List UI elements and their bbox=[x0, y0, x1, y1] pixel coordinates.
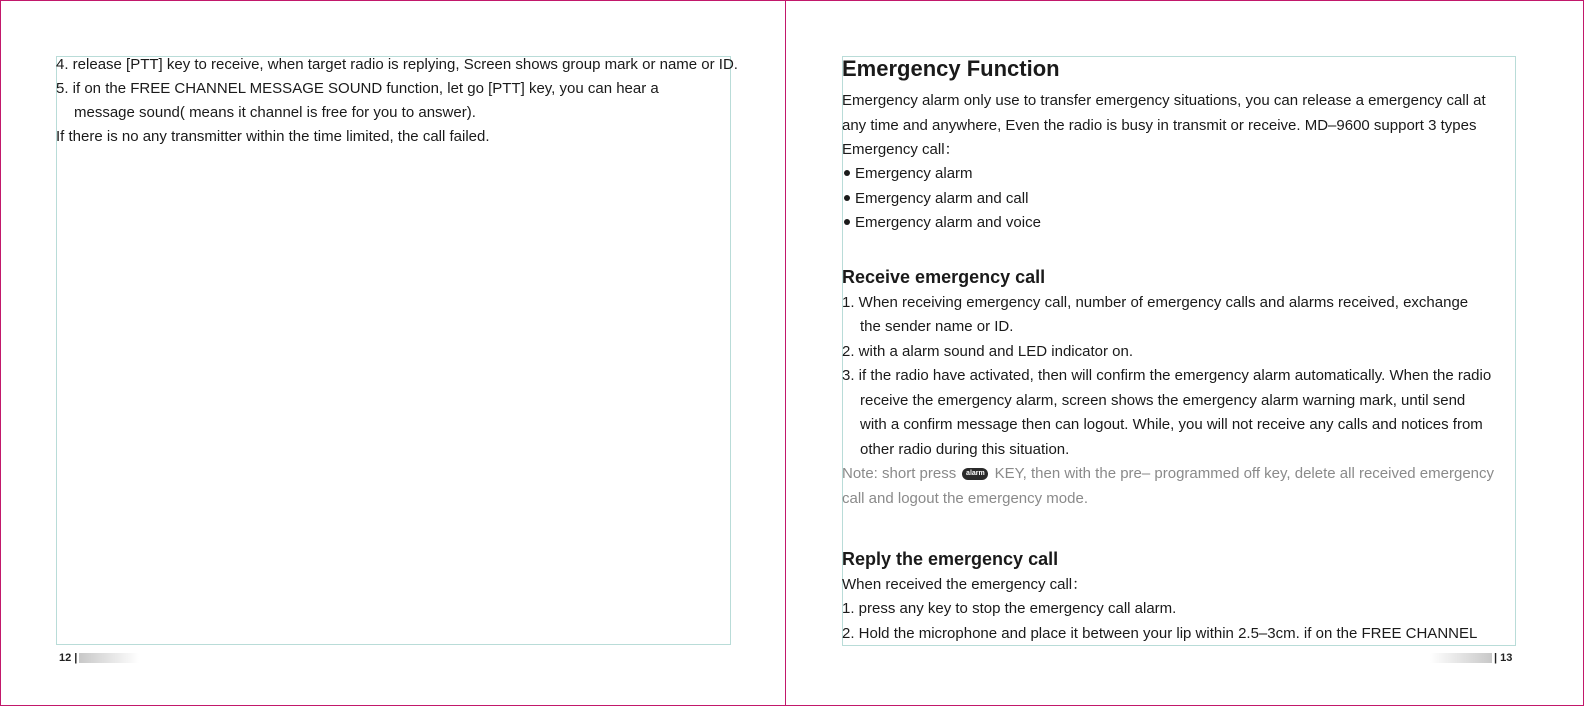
note-line-1: Note: short press alarm KEY, then with the pre– programmed off key, delete all received emergency bbox=[842, 465, 1495, 482]
section-title-emergency-function: Emergency Function bbox=[842, 56, 1060, 81]
bullet-item-3: Emergency alarm and voice bbox=[842, 214, 1041, 232]
receive-line-7: other radio during this situation. bbox=[860, 441, 1070, 458]
receive-line-3: 2. with a alarm sound and LED indicator on. bbox=[842, 343, 1133, 360]
page-number-right: | 13 bbox=[1494, 652, 1513, 664]
left-page bbox=[0, 0, 786, 706]
receive-line-2: the sender name or ID. bbox=[860, 318, 1014, 335]
page-bar-right bbox=[1430, 653, 1492, 663]
page-bar-left bbox=[79, 653, 139, 663]
bullet-item-1: Emergency alarm bbox=[842, 165, 973, 183]
alarm-key-icon: alarm bbox=[962, 468, 988, 480]
section-heading-receive: Receive emergency call bbox=[842, 267, 1046, 287]
page-number-left: 12 | bbox=[59, 652, 78, 664]
section-heading-reply: Reply the emergency call bbox=[842, 549, 1059, 569]
receive-line-5: receive the emergency alarm, screen shows the emergency alarm warning mark, until send bbox=[860, 392, 1466, 409]
receive-line-1: 1. When receiving emergency call, number of emergency calls and alarms received, exchange bbox=[842, 294, 1469, 311]
right-page bbox=[785, 0, 1584, 706]
bullet-icon bbox=[844, 195, 850, 201]
receive-line-6: with a confirm message then can logout. While, you will not receive any calls and notices from bbox=[860, 416, 1483, 433]
reply-line-3: 2. Hold the microphone and place it between your lip within 2.5–3cm. if on the FREE CHANNEL bbox=[842, 625, 1478, 642]
bullet-icon bbox=[844, 170, 850, 176]
left-line-3: message sound( means it channel is free for you to answer). bbox=[74, 104, 476, 121]
note-line-2: call and logout the emergency mode. bbox=[842, 490, 1088, 507]
bullet-item-2: Emergency alarm and call bbox=[842, 190, 1028, 208]
left-line-1: 4. release [PTT] key to receive, when target radio is replying, Screen shows group mark or name or ID. bbox=[56, 56, 738, 73]
intro-line-3: Emergency call： bbox=[842, 141, 960, 158]
receive-line-4: 3. if the radio have activated, then will confirm the emergency alarm automatically. When the radio bbox=[842, 367, 1492, 384]
left-line-2: 5. if on the FREE CHANNEL MESSAGE SOUND function, let go [PTT] key, you can hear a bbox=[56, 80, 659, 97]
bullet-icon bbox=[844, 219, 850, 225]
intro-line-1: Emergency alarm only use to transfer emergency situations, you can release a emergency call at bbox=[842, 92, 1486, 109]
intro-line-2: any time and anywhere, Even the radio is busy in transmit or receive. MD–9600 support 3 types bbox=[842, 117, 1477, 134]
reply-line-2: 1. press any key to stop the emergency call alarm. bbox=[842, 600, 1177, 617]
left-line-4: If there is no any transmitter within the time limited, the call failed. bbox=[56, 128, 490, 145]
reply-line-1: When received the emergency call： bbox=[842, 576, 1088, 593]
